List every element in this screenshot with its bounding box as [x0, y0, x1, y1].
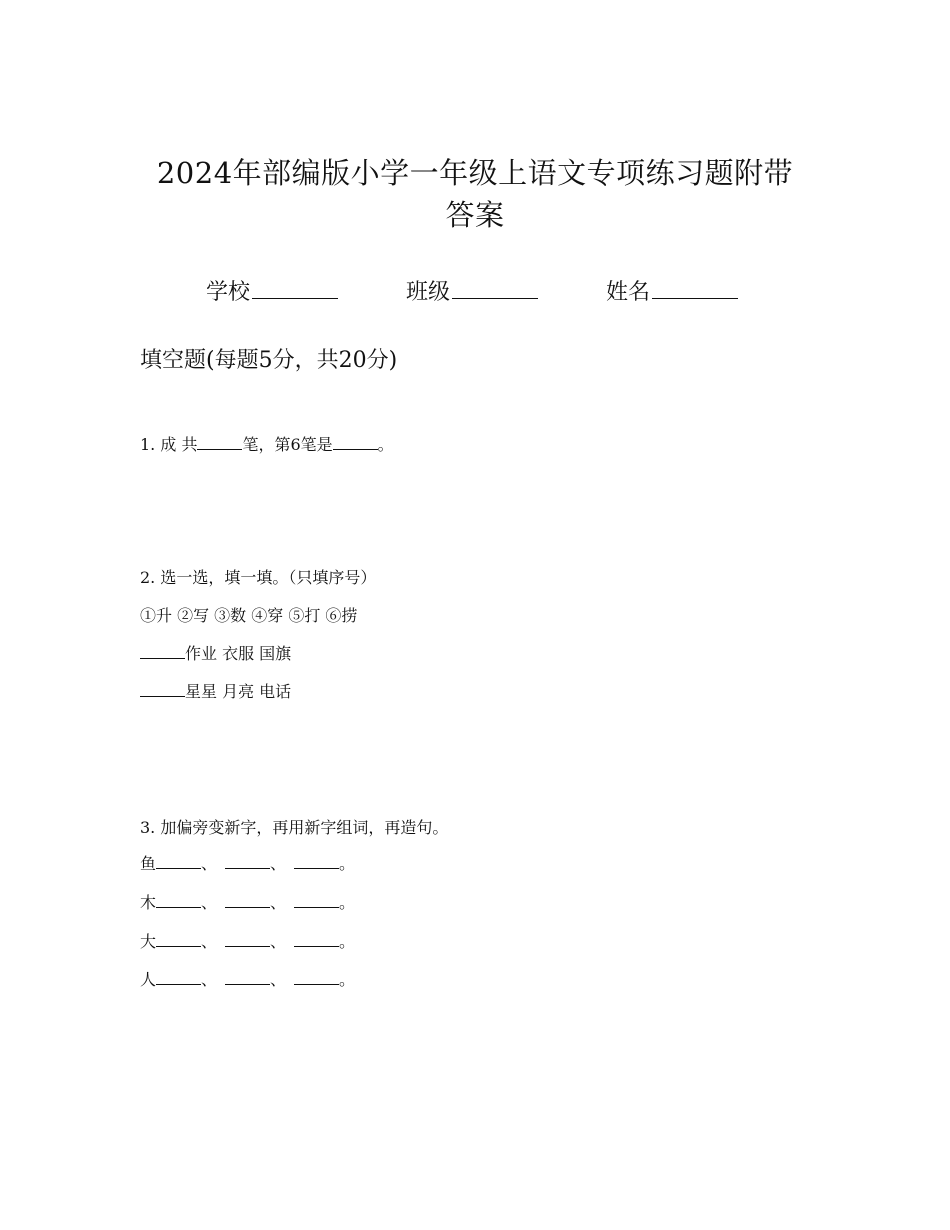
q3-row-1-blank-3[interactable] — [294, 854, 339, 869]
question-2-prompt: 2. 选一选，填一填。（只填序号） — [140, 568, 377, 587]
q3-row-2-char: 木 — [140, 893, 157, 912]
q3-row-4-blank-2[interactable] — [225, 970, 270, 985]
q3-row-1-sep-1: 、 — [201, 854, 218, 873]
name-field[interactable] — [606, 276, 738, 310]
q3-row-2-blank-1[interactable] — [156, 893, 201, 908]
q3-row-1-blank-2[interactable] — [225, 854, 270, 869]
q3-row-2-blank-2[interactable] — [225, 893, 270, 908]
q3-row-2 — [140, 890, 355, 916]
q3-row-2-blank-3[interactable] — [294, 893, 339, 908]
q1-blank-2[interactable] — [333, 435, 378, 450]
name-blank[interactable] — [652, 297, 738, 299]
q1-prefix: 1. 成 共 — [140, 435, 198, 454]
question-2-row-1 — [140, 641, 291, 667]
q3-row-3-sep-1: 、 — [201, 932, 218, 951]
q3-row-1-end: 。 — [339, 854, 356, 873]
name-label: 姓名 — [606, 280, 651, 305]
q3-row-3-blank-1[interactable] — [156, 932, 201, 947]
q1-mid: 笔，第6笔是 — [242, 435, 333, 454]
q3-row-1 — [140, 851, 355, 877]
q3-row-4-blank-3[interactable] — [294, 970, 339, 985]
q3-row-4-char: 人 — [140, 970, 157, 989]
class-field[interactable] — [406, 276, 538, 310]
q2-row-1-words: 作业 衣服 国旗 — [185, 644, 292, 663]
q3-row-1-sep-2: 、 — [270, 854, 287, 873]
q3-row-3-blank-3[interactable] — [294, 932, 339, 947]
q1-end: 。 — [377, 435, 394, 454]
q3-row-4-sep-2: 、 — [270, 970, 287, 989]
title-line-1: 2024年部编版小学一年级上语文专项练习题附带 — [156, 156, 794, 190]
title-line-2: 答案 — [445, 198, 505, 232]
question-3-prompt: 3. 加偏旁变新字，再用新字组词，再造句。 — [140, 818, 449, 837]
q3-row-1-blank-1[interactable] — [156, 854, 201, 869]
class-label: 班级 — [406, 280, 451, 305]
q3-row-3-blank-2[interactable] — [225, 932, 270, 947]
page-title — [120, 152, 830, 236]
section-heading: 填空题(每题5分，共20分) — [140, 348, 398, 373]
q1-blank-1[interactable] — [197, 435, 242, 450]
q3-row-3-sep-2: 、 — [270, 932, 287, 951]
q3-row-2-sep-1: 、 — [201, 893, 218, 912]
question-2-options: ①升 ②写 ③数 ④穿 ⑤打 ⑥捞 — [140, 606, 358, 625]
q3-row-2-end: 。 — [339, 893, 356, 912]
school-label: 学校 — [206, 280, 251, 305]
school-field[interactable] — [206, 276, 338, 310]
q3-row-4-end: 。 — [339, 970, 356, 989]
class-blank[interactable] — [452, 297, 538, 299]
school-blank[interactable] — [252, 297, 338, 299]
q3-row-3-end: 。 — [339, 932, 356, 951]
q3-row-4-blank-1[interactable] — [156, 970, 201, 985]
q3-row-4-sep-1: 、 — [201, 970, 218, 989]
q3-row-2-sep-2: 、 — [270, 893, 287, 912]
q3-row-3-char: 大 — [140, 932, 157, 951]
q2-blank-2[interactable] — [140, 682, 185, 697]
q3-row-4 — [140, 967, 355, 993]
q3-row-1-char: 鱼 — [140, 854, 157, 873]
question-2-row-2 — [140, 679, 291, 705]
q3-row-3 — [140, 929, 355, 955]
q2-blank-1[interactable] — [140, 644, 185, 659]
q2-row-2-words: 星星 月亮 电话 — [185, 682, 292, 701]
question-1 — [140, 432, 394, 458]
